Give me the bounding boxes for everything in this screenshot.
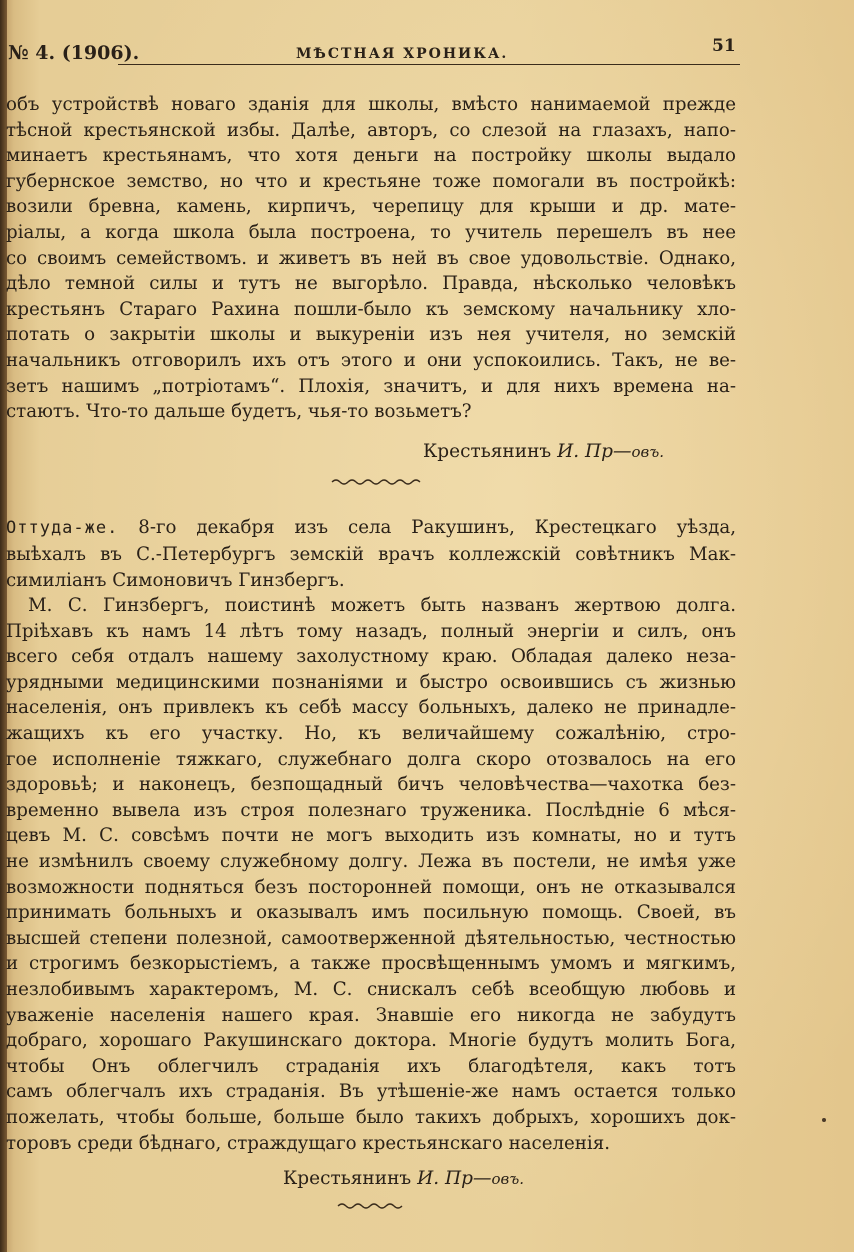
section-title: МѢСТНАЯ ХРОНИКА. bbox=[296, 46, 509, 62]
text-line: принимать больныхъ и оказывалъ имъ посильную помощь. Своей, въ bbox=[6, 902, 736, 924]
text-line: потать о закрытіи школы и выкуреніи изъ нея учителя, но земскій bbox=[6, 324, 736, 346]
wavy-separator-ornament bbox=[330, 477, 426, 487]
text-line: пожелать, чтобы больше, больше было такихъ добрыхъ, хорошихъ док- bbox=[6, 1106, 736, 1128]
article-1 bbox=[6, 92, 736, 465]
text-line: начальникъ отговорилъ ихъ отъ этого и они успокоились. Такъ, не ве- bbox=[6, 349, 736, 371]
text-line: минаетъ крестьянамъ, что хотя деньги на постройку школы выдало bbox=[6, 145, 736, 167]
dateline: Оттуда-же. bbox=[6, 518, 119, 539]
text-line: дѣло темной силы и тутъ не выгорѣло. Правда, нѣсколько человѣкъ bbox=[6, 273, 736, 295]
text-line: уваженіе населенія нашего края. Знавшіе его никогда не забудутъ bbox=[6, 1004, 736, 1026]
text-line: зетъ нашимъ „потріотамъ“. Плохія, значитъ, и для нихъ времена на- bbox=[6, 375, 736, 397]
text-line: тѣсной крестьянской избы. Далѣе, авторъ, со слезой на глазахъ, напо- bbox=[6, 119, 736, 141]
text-line: выѣхалъ въ С.-Петербургъ земскій врачъ коллежскій совѣтникъ Мак- bbox=[6, 543, 736, 565]
signature-suffix: овъ. bbox=[631, 442, 664, 461]
wavy-separator-ornament bbox=[336, 1201, 406, 1211]
text-line: Пріѣхавъ къ намъ 14 лѣтъ тому назадъ, полный энергіи и силъ, онъ bbox=[6, 620, 736, 642]
text-line: гое исполненіе тяжкаго, служебнаго долга скоро отозвалось на его bbox=[6, 748, 736, 770]
issue-number: № 4. (1906). bbox=[8, 42, 140, 64]
text-line: не измѣнилъ своему служебному долгу. Лежа въ постели, не имѣя уже bbox=[6, 851, 736, 873]
text-line: незлобивымъ характеромъ, М. С. снискалъ себѣ всеобщую любовь и bbox=[6, 979, 736, 1000]
article-2 bbox=[6, 515, 736, 1192]
text-line: самъ облегчалъ ихъ страданія. Въ утѣшеніе-же намъ остается только bbox=[6, 1081, 736, 1103]
dateline-rest: 8-го декабря изъ села Ракушинъ, Крестецкаго уѣзда, bbox=[138, 517, 736, 539]
text-line: крестьянъ Стараго Рахина пошли-было къ земскому начальнику хло- bbox=[6, 298, 736, 320]
spacer bbox=[6, 495, 736, 515]
text-line: всего себя отдалъ нашему захолустному краю. Обладая далеко неза- bbox=[6, 646, 736, 668]
page-header bbox=[0, 30, 740, 70]
text-line: возможности подняться безъ посторонней помощи, онъ не отказывался bbox=[6, 876, 736, 898]
text-line-dateline bbox=[6, 515, 736, 542]
text-line: губернское земство, но что и крестьяне тоже помогали въ постройкѣ: bbox=[6, 170, 736, 192]
text-line: М. С. Гинзбергъ, поистинѣ можетъ быть названъ жертвою долга. bbox=[28, 595, 736, 617]
text-line: цевъ М. С. совсѣмъ почти не могъ выходить изъ комнаты, но и тутъ bbox=[6, 825, 736, 847]
signature-name: И. Пр— bbox=[557, 440, 632, 462]
text-line: населенія, онъ привлекъ къ себѣ массу больныхъ, далеко не принадле- bbox=[6, 697, 736, 719]
header-rule bbox=[118, 64, 740, 65]
text-line: торовъ среди бѣднаго, страждущаго крестьянскаго населенія. bbox=[6, 1132, 610, 1154]
text-line: высшей степени полезной, самоотверженной дѣятельностью, честностью bbox=[6, 927, 736, 949]
article-1-signature bbox=[6, 439, 736, 466]
text-line: временно вывела изъ строя полезнаго труженика. Послѣдніе 6 мѣся- bbox=[6, 799, 736, 821]
ink-spot bbox=[822, 1118, 826, 1122]
section-separator bbox=[6, 465, 736, 495]
text-line: стаютъ. Что-то дальше будетъ, чья-то возьметъ? bbox=[6, 401, 472, 423]
text-line: жащихъ къ его участку. Но, къ величайшему сожалѣнію, стро- bbox=[6, 723, 736, 745]
signature-prefix: Крестьянинъ bbox=[422, 440, 552, 462]
article-2-signature bbox=[6, 1166, 736, 1193]
text-line: симиліанъ Симоновичъ Гинзбергъ. bbox=[6, 569, 345, 591]
signature-prefix: Крестьянинъ bbox=[282, 1168, 412, 1190]
text-line: возили бревна, камень, кирпичъ, черепицу для крыши и др. мате- bbox=[6, 196, 736, 218]
text-line: урядными медицинскими познаніями и быстро освоившись съ жизнью bbox=[6, 671, 736, 693]
page-body bbox=[6, 92, 736, 1223]
section-separator bbox=[6, 1193, 736, 1223]
text-line: со своимъ семействомъ. и живетъ въ ней въ свое удовольствіе. Однако, bbox=[6, 247, 736, 269]
text-line: ріалы, а когда школа была построена, то учитель перешелъ въ нее bbox=[6, 221, 736, 243]
text-line: и строгимъ безкорыстіемъ, а также просвѣщеннымъ умомъ и мягкимъ, bbox=[6, 953, 736, 975]
text-line: добраго, хорошаго Ракушинскаго доктора. Многіе будутъ молить Бога, bbox=[6, 1030, 736, 1052]
text-line: объ устройствѣ новаго зданія для школы, вмѣсто нанимаемой прежде bbox=[6, 94, 736, 115]
text-line: чтобы Онъ облегчилъ страданія ихъ благодѣтеля, какъ тотъ bbox=[6, 1055, 736, 1077]
text-line: здоровьѣ; и наконецъ, безпощадный бичъ человѣчества—чахотка без- bbox=[6, 774, 736, 796]
signature-name: И. Пр— bbox=[417, 1168, 492, 1190]
signature-suffix: овъ. bbox=[491, 1170, 524, 1189]
page-number: 51 bbox=[712, 36, 736, 56]
